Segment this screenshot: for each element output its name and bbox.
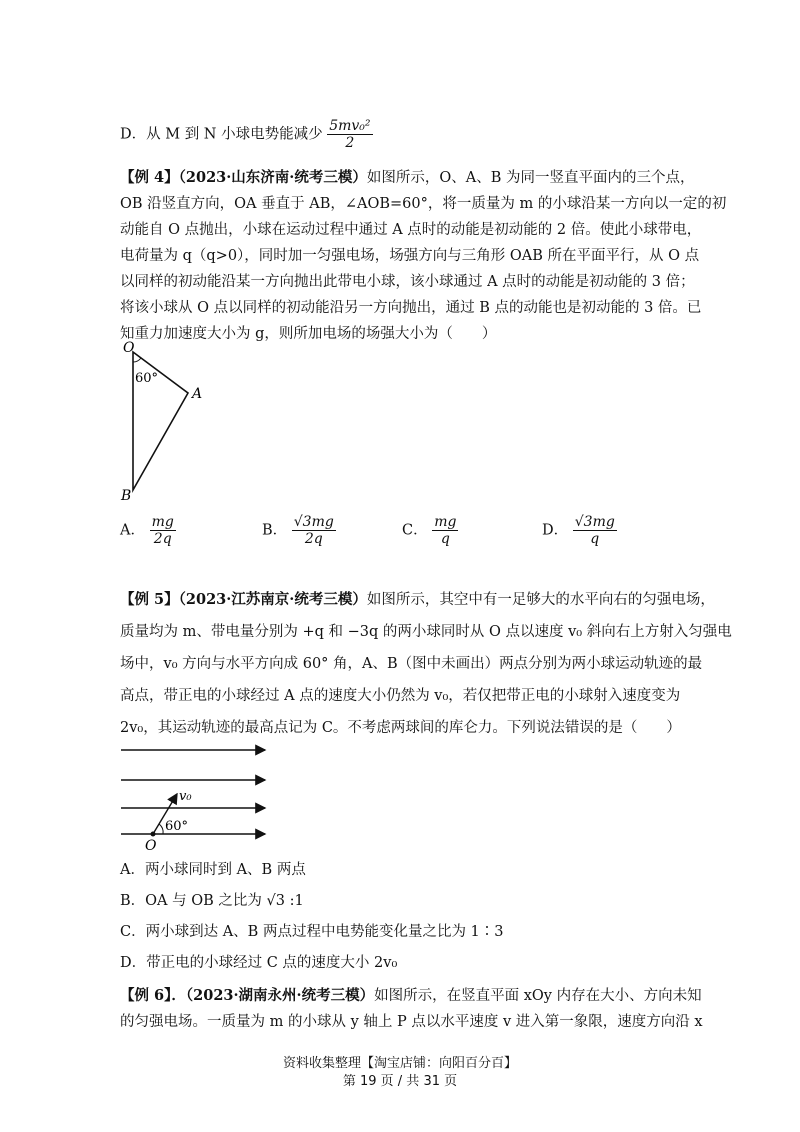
ex5-line-4: 2v₀，其运动轨迹的最高点记为 C。不考虑两球间的库仑力。下列说法错误的是（ ） — [120, 720, 681, 736]
ex6-line-0: 【例 6】．（2023·湖南永州·统考三模）如图所示，在竖直平面 xOy 内存在大小、方向未知 — [120, 987, 702, 1004]
ex4-line-4: 以同样的初动能沿某一方向抛出此带电小球，该小球通过 A 点时的动能是初动能的 3 倍； — [120, 274, 695, 290]
ex4-line-6: 知重力加速度大小为 g，则所加电场的场强大小为（ ） — [120, 326, 497, 342]
ex4-line-1: OB 沿竖直方向，OA 垂直于 AB，∠AOB=60°，将一质量为 m 的小球沿某一方向以一定的初 — [120, 196, 727, 212]
prev-option-d: D．从 M 到 N 小球电势能减少 $\frac{\text{5mv₀²}}{2}$ — [120, 118, 371, 151]
label-a: A — [192, 386, 203, 402]
label-o: O — [123, 340, 135, 356]
ex5-line-2: 场中，v₀ 方向与水平方向成 60° 角，A、B（图中未画出）两点分别为两小球运动轨迹的最 — [120, 656, 703, 672]
angle-label: 60° — [165, 819, 189, 834]
footer-source: 资料收集整理【淘宝店铺：向阳百分百】 — [282, 1056, 517, 1071]
ex4-option-a[interactable]: A． $\frac{mg}{2q}$ — [120, 514, 174, 547]
ex4-line-0: 【例 4】（2023·山东济南·统考三模）如图所示，O、A、B 为同一竖直平面内的三个点， — [120, 169, 695, 186]
ex5-field-figure — [115, 738, 280, 853]
origin-point — [151, 832, 156, 837]
ex4-option-d[interactable]: D． $\frac{√3mg}{q}$ — [542, 514, 615, 547]
ex5-option-d[interactable]: D．带正电的小球经过 C 点的速度大小 2v₀ — [120, 955, 398, 971]
footer-page-number: 第 19 页 / 共 31 页 — [342, 1074, 458, 1089]
ex4-option-b[interactable]: B． $\frac{√3mg}{2q}$ — [262, 514, 334, 547]
label-v0: v₀ — [179, 789, 192, 804]
ex5-line-3: 高点，带正电的小球经过 A 点的速度大小仍然为 v₀，若仅把带正电的小球射入速度变为 — [120, 688, 681, 704]
label-o: O — [145, 838, 157, 853]
ex4-line-2: 动能自 O 点抛出，小球在运动过程中通过 A 点时的动能是初动能的 2 倍。使此小球带电， — [120, 222, 702, 238]
ex5-line-1: 质量均为 m、带电量分别为 +q 和 −3q 的两小球同时从 O 点以速度 v₀ 斜向右上方射入匀强电 — [120, 624, 732, 640]
ex4-line-3: 电荷量为 q（q>0），同时加一匀强电场，场强方向与三角形 OAB 所在平面平行，从 O 点 — [120, 248, 700, 264]
label-b: B — [121, 488, 132, 504]
ex5-option-b[interactable]: B．OA 与 OB 之比为 √3 :1 — [120, 893, 304, 909]
angle-arc — [133, 358, 141, 362]
angle-label: 60° — [135, 371, 159, 386]
ex4-triangle-figure — [115, 338, 225, 508]
ex5-line-0: 【例 5】（2023·江苏南京·统考三模）如图所示，其空中有一足够大的水平向右的匀强电场， — [120, 591, 715, 608]
ex6-line-1: 的匀强电场。一质量为 m 的小球从 y 轴上 P 点以水平速度 v 进入第一象限，速度方向沿 x — [120, 1014, 703, 1030]
ex5-option-c[interactable]: C．两小球到达 A、B 两点过程中电势能变化量之比为 1∶3 — [120, 924, 504, 940]
prev-option-d-fraction: $\frac{\text{5mv₀²}}{2}$ — [329, 118, 371, 151]
ex4-line-5: 将该小球从 O 点以同样的初动能沿另一方向抛出，通过 B 点的动能也是初动能的 3 倍。已 — [120, 300, 702, 316]
ex4-option-c[interactable]: C． $\frac{mg}{q}$ — [402, 514, 457, 547]
angle-arc — [159, 824, 163, 834]
ex5-option-a[interactable]: A．两小球同时到 A、B 两点 — [120, 862, 306, 878]
